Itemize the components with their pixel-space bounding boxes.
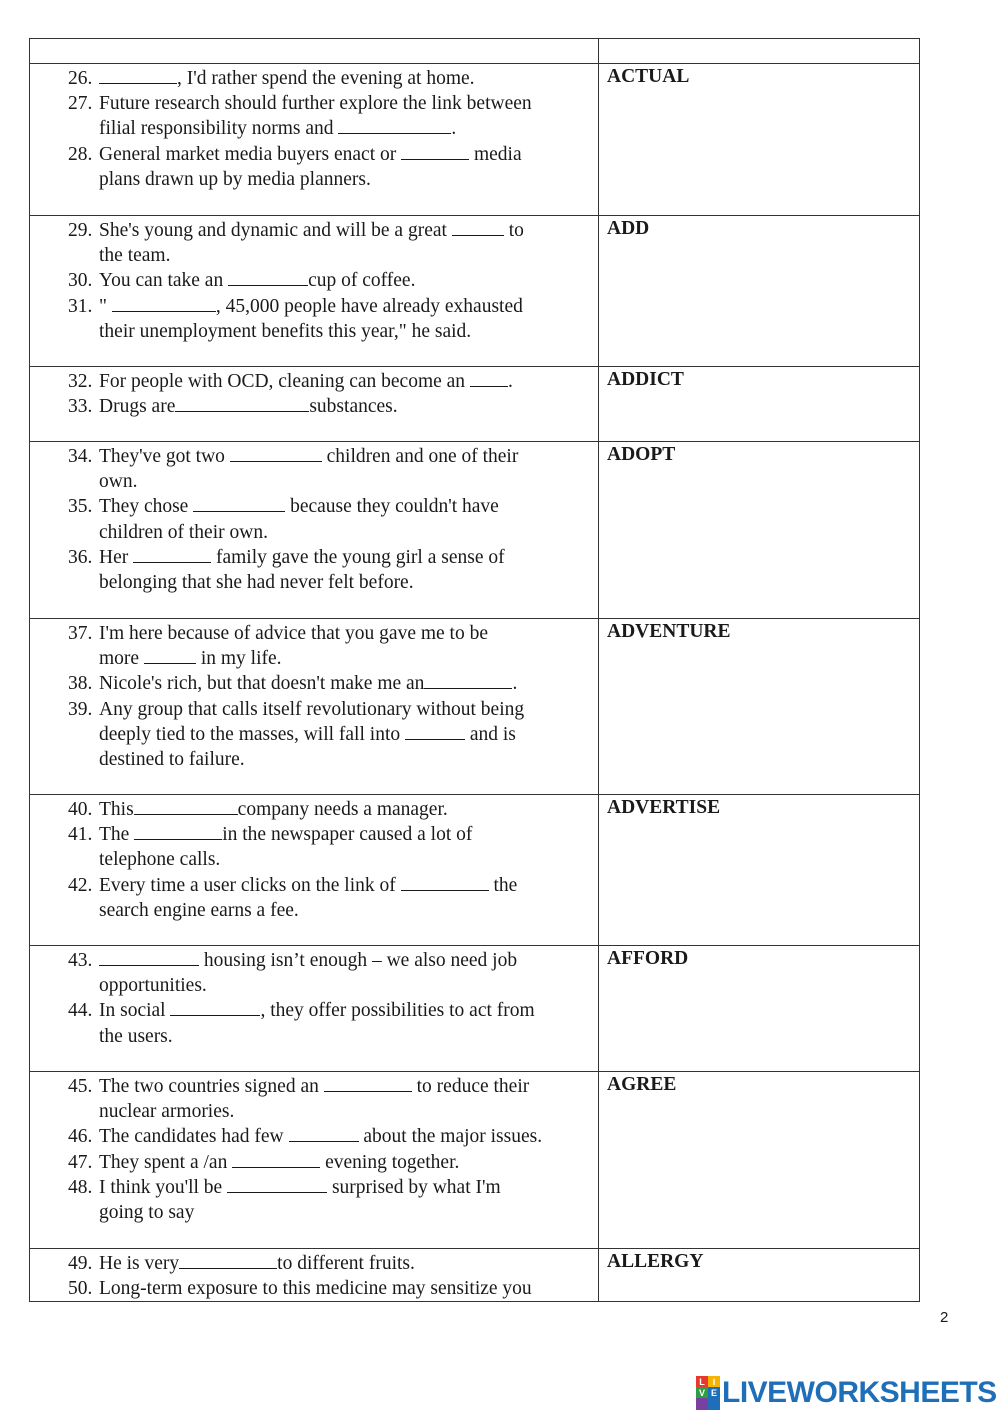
sentences-cell xyxy=(30,1249,599,1302)
root-word: ACTUAL xyxy=(607,66,690,87)
sentence-line xyxy=(99,998,598,1023)
sentence-item xyxy=(30,494,598,544)
brand-icon-tile xyxy=(696,1398,708,1410)
sentence-text: family gave the young girl a sense of xyxy=(211,546,505,568)
answer-blank[interactable] xyxy=(228,270,308,286)
question-number: 35. xyxy=(68,496,93,518)
sentence-text: General market media buyers enact or xyxy=(99,143,402,165)
sentence-text: , 45,000 people have already exhausted xyxy=(215,295,523,317)
answer-blank[interactable] xyxy=(133,547,211,563)
sentence-text: evening together. xyxy=(320,1151,460,1173)
answer-blank[interactable] xyxy=(230,446,322,462)
sentence-text: nuclear armories. xyxy=(99,1101,235,1123)
exercise-table xyxy=(29,38,920,1302)
sentence-item xyxy=(30,218,598,268)
question-number: 26. xyxy=(68,68,93,89)
question-number: 27. xyxy=(68,93,93,115)
page-number: 2 xyxy=(940,1309,949,1326)
sentence-line xyxy=(99,697,598,722)
sentence-text: substances. xyxy=(309,396,398,418)
sentence-list xyxy=(30,948,598,1049)
sentence-line xyxy=(99,797,598,822)
sentence-line xyxy=(99,1124,598,1149)
question-number: 36. xyxy=(68,546,93,568)
sentence-item xyxy=(30,1276,598,1301)
sentence-line xyxy=(99,218,598,243)
sentence-text: The candidates had few xyxy=(99,1126,289,1148)
sentence-text: Every time a user clicks on the link of xyxy=(99,874,401,896)
sentences-cell xyxy=(30,367,599,442)
root-word-cell xyxy=(599,795,920,946)
table-row xyxy=(30,367,920,442)
question-number: 38. xyxy=(68,673,93,695)
sentence-item xyxy=(30,797,598,822)
sentence-item xyxy=(30,873,598,923)
sentence-line xyxy=(99,369,598,394)
answer-blank[interactable] xyxy=(452,220,504,236)
sentence-item xyxy=(30,697,598,773)
sentence-line xyxy=(99,646,598,671)
sentence-line xyxy=(99,494,598,519)
root-word xyxy=(599,39,919,41)
sentence-text: telephone calls. xyxy=(99,849,221,871)
sentence-item xyxy=(30,142,598,192)
answer-blank[interactable] xyxy=(193,496,285,512)
sentence-list xyxy=(30,1251,598,1301)
sentence-list xyxy=(30,797,598,923)
root-word-cell xyxy=(599,367,920,442)
answer-blank[interactable] xyxy=(134,799,238,815)
sentence-text: The xyxy=(99,824,135,846)
sentence-line xyxy=(99,1099,598,1124)
sentence-text: I think you'll be xyxy=(99,1176,228,1198)
sentence-line xyxy=(99,116,598,141)
answer-blank[interactable] xyxy=(175,396,309,412)
sentence-text: more xyxy=(99,648,144,670)
sentences-cell xyxy=(30,39,599,64)
answer-blank[interactable] xyxy=(470,371,508,387)
table-row xyxy=(30,1249,920,1302)
sentence-text: the xyxy=(488,874,518,896)
sentence-list xyxy=(30,1074,598,1225)
brand-icon-tile: E xyxy=(708,1387,720,1398)
table-row xyxy=(30,442,920,619)
sentence-text: Long-term exposure to this medicine may sensitize you xyxy=(99,1278,532,1300)
sentence-text: children of their own. xyxy=(99,521,268,543)
sentence-line xyxy=(99,1251,598,1276)
sentence-line xyxy=(99,822,598,847)
sentence-text: media xyxy=(469,143,522,165)
sentence-item xyxy=(30,1175,598,1225)
question-number: 45. xyxy=(68,1076,93,1097)
sentence-text: filial responsibility norms and xyxy=(99,118,339,140)
question-number: 44. xyxy=(68,1000,93,1022)
sentence-line xyxy=(99,1074,598,1099)
sentence-line xyxy=(99,1276,598,1301)
sentence-text: because they couldn't have xyxy=(285,496,499,518)
answer-blank[interactable] xyxy=(401,875,489,891)
sentence-list xyxy=(30,218,598,344)
sentence-line xyxy=(99,747,598,772)
question-number: 30. xyxy=(68,270,93,292)
sentence-text: the users. xyxy=(99,1025,173,1047)
worksheet xyxy=(29,38,919,1302)
root-word-cell xyxy=(599,1249,920,1302)
sentence-line xyxy=(99,1024,598,1049)
sentence-text: They've got two xyxy=(99,446,230,467)
sentences-cell xyxy=(30,216,599,367)
question-number: 32. xyxy=(68,371,93,392)
sentence-line xyxy=(99,847,598,872)
sentence-text: The two countries signed an xyxy=(99,1076,324,1097)
sentence-text: going to say xyxy=(99,1202,195,1224)
sentences-cell xyxy=(30,442,599,619)
sentence-item xyxy=(30,998,598,1048)
sentence-text: She's young and dynamic and will be a great xyxy=(99,220,452,241)
sentence-text: . xyxy=(507,371,513,392)
question-number: 49. xyxy=(68,1253,93,1274)
sentence-line xyxy=(99,948,598,973)
question-number: 46. xyxy=(68,1126,93,1148)
brand-text: LIVEWORKSHEETS xyxy=(722,1376,997,1409)
question-number: 43. xyxy=(68,950,93,971)
root-word: ADD xyxy=(607,218,650,239)
root-word: ADVENTURE xyxy=(607,621,731,642)
sentence-text: , they offer possibilities to act from xyxy=(260,1000,535,1022)
sentence-item xyxy=(30,444,598,494)
root-word: AGREE xyxy=(607,1074,677,1095)
question-number: 42. xyxy=(68,874,93,896)
sentence-line xyxy=(99,294,598,319)
sentence-text: plans drawn up by media planners. xyxy=(99,168,371,190)
sentence-text: I'm here because of advice that you gave me to be xyxy=(99,623,489,644)
sentence-item xyxy=(30,1251,598,1276)
sentence-text: In social xyxy=(99,1000,171,1022)
sentence-text: " xyxy=(99,295,112,317)
sentence-text: search engine earns a fee. xyxy=(99,899,299,921)
sentence-line xyxy=(99,243,598,268)
answer-blank[interactable] xyxy=(99,950,199,966)
sentence-item xyxy=(30,545,598,595)
sentence-item xyxy=(30,91,598,141)
answer-blank[interactable] xyxy=(289,1126,359,1142)
sentence-text: children and one of their xyxy=(321,446,519,467)
sentence-line xyxy=(99,545,598,570)
sentence-line xyxy=(99,973,598,998)
sentence-line xyxy=(99,873,598,898)
answer-blank[interactable] xyxy=(144,648,196,664)
sentence-text: Nicole's rich, but that doesn't make me an xyxy=(99,673,425,695)
answer-blank[interactable] xyxy=(134,824,222,840)
sentence-text: He is very xyxy=(99,1253,180,1274)
sentence-text: . xyxy=(512,673,518,695)
sentence-text: in my life. xyxy=(195,648,282,670)
answer-blank[interactable] xyxy=(324,1076,412,1092)
table-header-row xyxy=(30,39,920,64)
sentence-text: cup of coffee. xyxy=(308,270,416,292)
root-word-cell xyxy=(599,1072,920,1249)
sentence-line xyxy=(99,1200,598,1225)
sentence-text: about the major issues. xyxy=(358,1126,543,1148)
root-word-cell xyxy=(599,442,920,619)
root-word: AFFORD xyxy=(607,948,689,969)
sentence-text: Drugs are xyxy=(99,396,176,418)
question-number: 40. xyxy=(68,799,93,820)
question-number: 33. xyxy=(68,396,93,418)
sentence-item xyxy=(30,1124,598,1149)
answer-blank[interactable] xyxy=(99,68,177,84)
answer-blank[interactable] xyxy=(232,1152,320,1168)
sentence-item xyxy=(30,671,598,696)
table-row xyxy=(30,64,920,216)
sentence-line xyxy=(99,444,598,469)
exercise-table-body xyxy=(30,39,920,1302)
sentence-text: They spent a /an xyxy=(99,1151,233,1173)
answer-blank[interactable] xyxy=(405,724,465,740)
sentence-line xyxy=(99,319,598,344)
sentence-text: and is xyxy=(464,723,516,745)
sentence-list xyxy=(30,369,598,419)
brand-icon-tile: I xyxy=(708,1376,720,1387)
question-number: 29. xyxy=(68,220,93,241)
table-row xyxy=(30,1072,920,1249)
sentence-item xyxy=(30,66,598,91)
sentence-line xyxy=(99,394,598,419)
root-word-cell xyxy=(599,619,920,795)
brand-icon-tile xyxy=(708,1398,720,1410)
answer-blank[interactable] xyxy=(179,1253,277,1269)
sentence-text: They chose xyxy=(99,496,194,518)
sentence-line xyxy=(99,167,598,192)
question-number: 31. xyxy=(68,295,93,317)
answer-blank[interactable] xyxy=(227,1177,327,1193)
sentence-text: , I'd rather spend the evening at home. xyxy=(177,68,475,89)
brand-logo-icon xyxy=(696,1376,720,1410)
sentence-item xyxy=(30,1150,598,1175)
sentence-text: Future research should further explore the link between xyxy=(99,93,532,115)
answer-blank[interactable] xyxy=(424,673,512,689)
sentence-list xyxy=(30,621,598,772)
sentence-text: You can take an xyxy=(99,270,229,292)
sentence-text: the team. xyxy=(99,245,171,267)
question-number: 47. xyxy=(68,1151,93,1173)
root-word-cell xyxy=(599,39,920,64)
sentence-text: own. xyxy=(99,471,138,493)
sentences-cell xyxy=(30,946,599,1072)
question-number: 34. xyxy=(68,446,93,467)
sentence-item xyxy=(30,268,598,293)
sentence-text: For people with OCD, cleaning can become an xyxy=(99,371,470,392)
sentence-line xyxy=(99,91,598,116)
answer-blank[interactable] xyxy=(112,296,216,312)
sentence-list xyxy=(30,444,598,595)
sentences-cell xyxy=(30,64,599,216)
sentence-text: to reduce their xyxy=(411,1076,530,1097)
sentence-line xyxy=(99,66,598,91)
sentence-text: company needs a manager. xyxy=(237,799,448,820)
question-number: 28. xyxy=(68,143,93,165)
question-number: 37. xyxy=(68,623,93,644)
sentence-text: opportunities. xyxy=(99,975,207,997)
root-word-cell xyxy=(599,216,920,367)
sentence-item xyxy=(30,621,598,671)
sentence-text: surprised by what I'm xyxy=(327,1176,501,1198)
root-word: ADDICT xyxy=(607,369,684,390)
question-number: 39. xyxy=(68,698,93,720)
sentence-item xyxy=(30,822,598,872)
table-row xyxy=(30,946,920,1072)
table-row xyxy=(30,619,920,795)
answer-blank[interactable] xyxy=(170,1000,260,1016)
question-number: 48. xyxy=(68,1176,93,1198)
sentence-text: . xyxy=(451,118,457,140)
sentence-text: in the newspaper caused a lot of xyxy=(222,824,473,846)
root-word: ADOPT xyxy=(607,444,676,465)
sentence-line xyxy=(99,469,598,494)
sentence-text: housing isn’t enough – we also need job xyxy=(199,950,518,971)
sentences-cell xyxy=(30,795,599,946)
sentence-line xyxy=(99,520,598,545)
question-number: 50. xyxy=(68,1278,93,1300)
sentence-list xyxy=(30,66,598,192)
sentences-cell xyxy=(30,619,599,795)
sentence-line xyxy=(99,898,598,923)
root-word-cell xyxy=(599,64,920,216)
sentence-item xyxy=(30,948,598,998)
sentence-text: Her xyxy=(99,546,134,568)
sentence-line xyxy=(99,722,598,747)
sentence-line xyxy=(99,1175,598,1200)
sentence-line xyxy=(99,671,598,696)
sentence-text: This xyxy=(99,799,134,820)
sentence-item xyxy=(30,369,598,394)
root-word: ALLERGY xyxy=(607,1251,704,1272)
sentences-cell xyxy=(30,1072,599,1249)
sentence-line xyxy=(99,621,598,646)
brand-icon-tile: V xyxy=(696,1387,708,1398)
root-word: ADVERTISE xyxy=(607,797,721,818)
answer-blank[interactable] xyxy=(338,118,451,134)
sentence-item xyxy=(30,294,598,344)
sentence-text: to xyxy=(503,220,524,241)
sentence-line xyxy=(99,570,598,595)
sentence-line xyxy=(99,1150,598,1175)
sentence-text: to different fruits. xyxy=(277,1253,415,1274)
sentence-line xyxy=(99,268,598,293)
sentence-text: their unemployment benefits this year," he said. xyxy=(99,320,472,342)
sentence-item xyxy=(30,394,598,419)
question-number: 41. xyxy=(68,824,93,846)
sentence-item xyxy=(30,1074,598,1124)
sentence-text: deeply tied to the masses, will fall into xyxy=(99,723,405,745)
root-word-cell xyxy=(599,946,920,1072)
answer-blank[interactable] xyxy=(401,144,469,160)
brand-logo[interactable] xyxy=(696,1376,997,1410)
brand-icon-tile: L xyxy=(696,1376,708,1387)
sentence-text: destined to failure. xyxy=(99,749,245,771)
table-row xyxy=(30,216,920,367)
table-row xyxy=(30,795,920,946)
sentence-line xyxy=(99,142,598,167)
sentence-text: Any group that calls itself revolutionary without being xyxy=(99,698,525,720)
sentence-text: belonging that she had never felt before. xyxy=(99,572,414,594)
